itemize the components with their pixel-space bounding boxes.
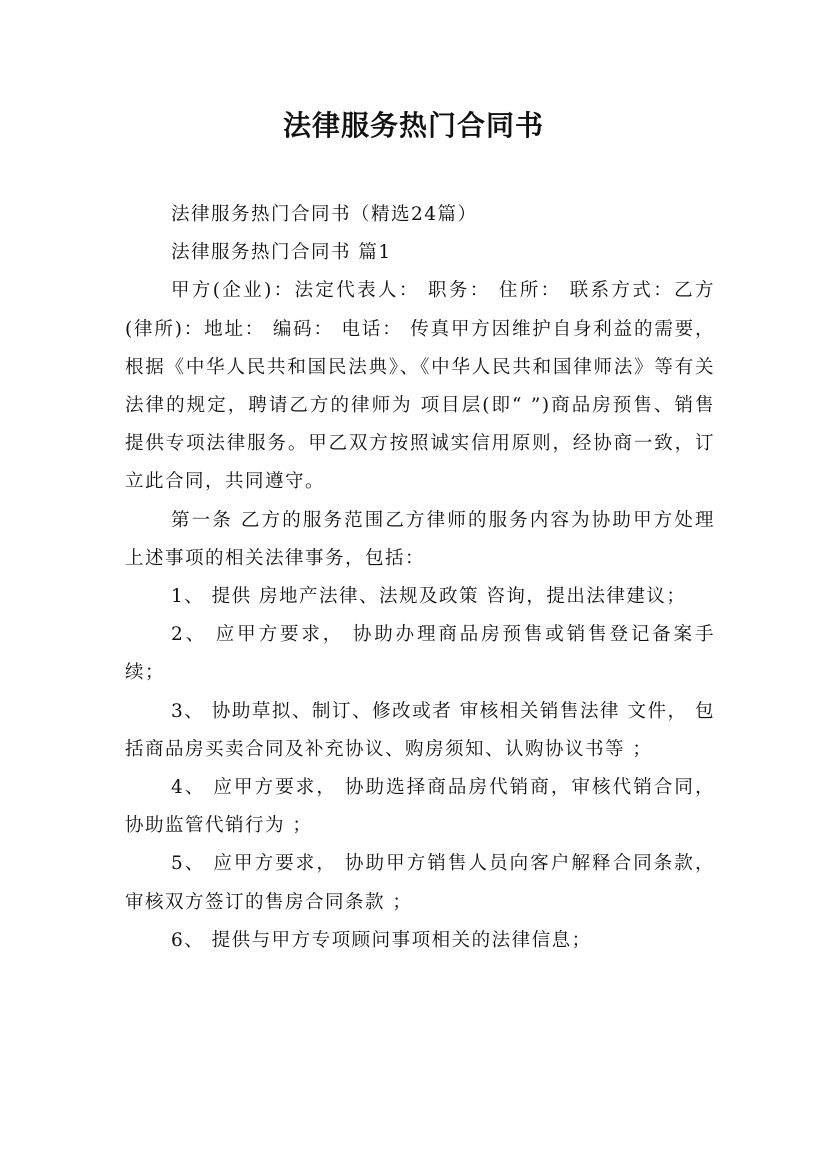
document-title: 法律服务热门合同书 bbox=[282, 109, 544, 142]
list-item: 3、 协助草拟、制订、修改或者 审核相关销售法律 文件， 包括商品房买卖合同及补充协议、购房须知、认购协议书等 ； bbox=[125, 700, 715, 760]
section-heading: 法律服务热门合同书 篇1 bbox=[171, 242, 392, 264]
parties-paragraph: 甲方(企业)：法定代表人： 职务： 住所： 联系方式：乙方(律所)：地址： 编码： 电话： 传真甲方因维护自身利益的需要，根据《中华人民共和国民法典》、《中华人民共和国律师法》等有关法律的规定，聘请乙方的律师为 项目层(即“ ”)商品房预售、销售 提供专项法律服务。甲乙双方按照诚实信用原则，经协商一致，订立此合同，共同遵守。 bbox=[125, 280, 715, 493]
list-item: 2、 应甲方要求， 协助办理商品房预售或销售登记备案手续； bbox=[125, 624, 715, 684]
list-item: 5、 应甲方要求， 协助甲方销售人员向客户解释合同条款，审核双方签订的售房合同条款 ； bbox=[125, 853, 715, 913]
list-item: 4、 应甲方要求， 协助选择商品房代销商，审核代销合同，协助监管代销行为 ； bbox=[125, 777, 715, 837]
document-body bbox=[125, 196, 715, 960]
subtitle-paragraph: 法律服务热门合同书（精选24篇） bbox=[171, 204, 478, 225]
list-item: 6、 提供与甲方专项顾问事项相关的法律信息； bbox=[171, 929, 592, 951]
article-one-paragraph: 第一条 乙方的服务范围乙方律师的服务内容为协助甲方处理上述事项的相关法律事务，包括： bbox=[125, 509, 715, 569]
list-item: 1、 提供 房地产法律、法规及政策 咨询，提出法律建议； bbox=[171, 586, 687, 608]
